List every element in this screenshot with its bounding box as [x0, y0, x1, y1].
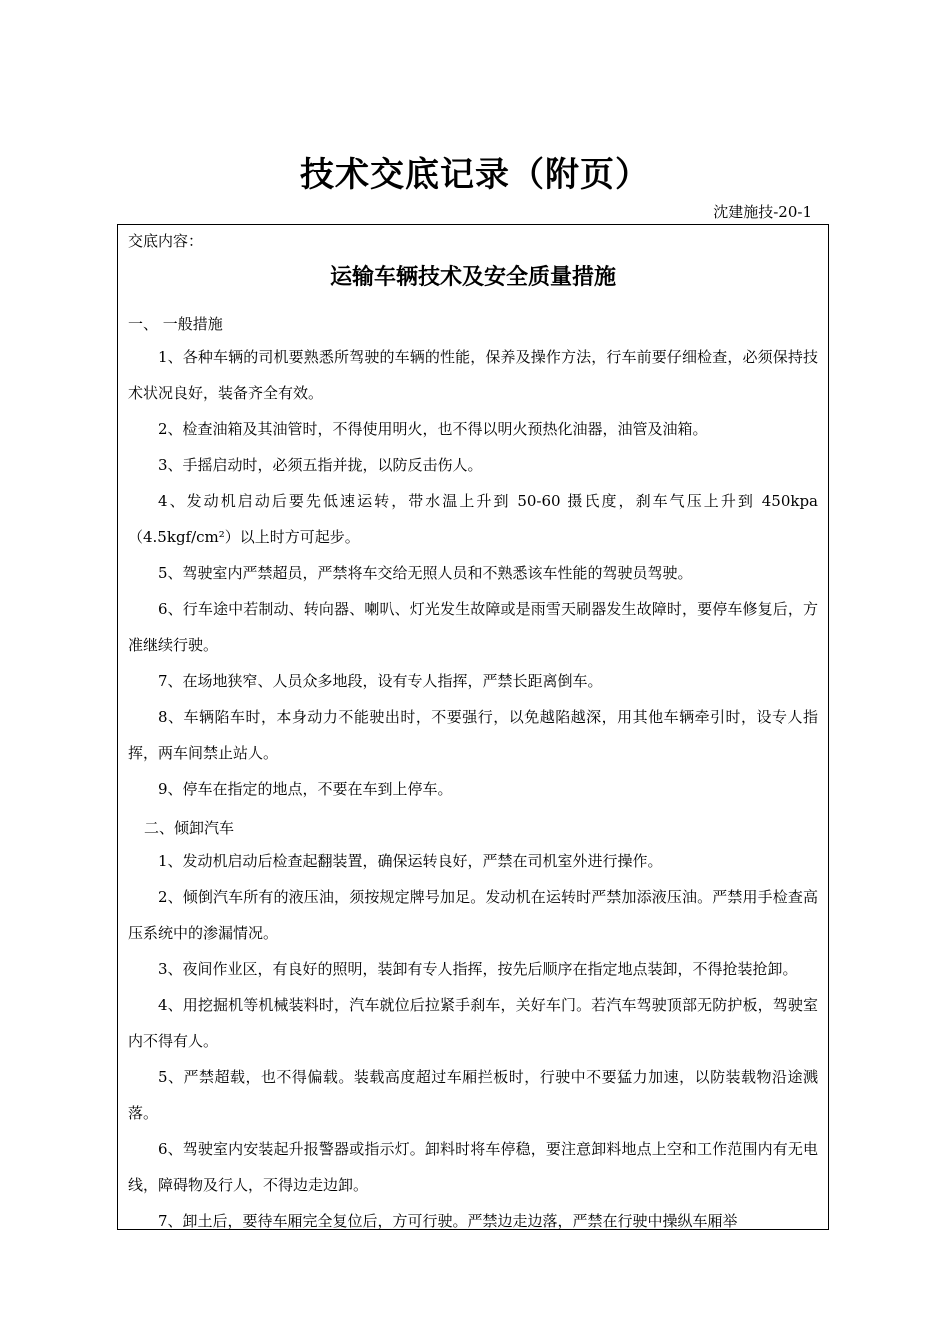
- document-heading: 运输车辆技术及安全质量措施: [329, 265, 616, 290]
- section1-item: 1、各种车辆的司机要熟悉所驾驶的车辆的性能，保养及操作方法，行车前要仔细检查，必须保持技术状况良好，装备齐全有效。: [128, 348, 818, 402]
- section-heading-general: 一、 一般措施: [128, 315, 223, 333]
- section1-item: 6、行车途中若制动、转向器、喇叭、灯光发生故障或是雨雪天刷器发生故障时，要停车修复后，方准继续行驶。: [128, 600, 818, 654]
- section1-item: 2、检查油箱及其油管时，不得使用明火，也不得以明火预热化油器，油管及油箱。: [158, 420, 708, 438]
- section1-item: 7、在场地狭窄、人员众多地段，设有专人指挥，严禁长距离倒车。: [158, 672, 603, 690]
- section2-item: 6、驾驶室内安装起升报警器或指示灯。卸料时将车停稳，要注意卸料地点上空和工作范围内有无电线，障碍物及行人，不得边走边卸。: [128, 1140, 818, 1194]
- section1-item: 4、发动机启动后要先低速运转，带水温上升到 50-60 摄氏度，刹车气压上升到 450kpa（4.5kgf/cm²）以上时方可起步。: [128, 492, 818, 546]
- content-inner: [128, 229, 818, 1230]
- section1-item: 3、手摇启动时，必须五指并拢，以防反击伤人。: [158, 456, 483, 474]
- content-label: 交底内容：: [128, 232, 204, 250]
- section2-item: 1、发动机启动后检查起翻装置，确保运转良好，严禁在司机室外进行操作。: [158, 852, 663, 870]
- section1-item: 8、车辆陷车时，本身动力不能驶出时，不要强行，以免越陷越深，用其他车辆牵引时，设专人指挥，两车间禁止站人。: [128, 708, 818, 762]
- section-heading-dump-truck: 二、倾卸汽车: [144, 819, 235, 837]
- section1-item: 9、停车在指定的地点，不要在车到上停车。: [158, 780, 453, 798]
- section2-item: 5、严禁超载，也不得偏载。装载高度超过车厢拦板时，行驶中不要猛力加速，以防装载物沿途溅落。: [128, 1068, 818, 1122]
- page-title: 技术交底记录（附页）: [300, 155, 650, 195]
- content-box: [117, 224, 829, 1230]
- section2-item: 7、卸土后，要待车厢完全复位后，方可行驶。严禁边走边落，严禁在行驶中操纵车厢举: [158, 1212, 738, 1230]
- section2-item: 4、用挖掘机等机械装料时，汽车就位后拉紧手刹车，关好车门。若汽车驾驶顶部无防护板，驾驶室内不得有人。: [128, 996, 818, 1050]
- section2-item: 3、夜间作业区，有良好的照明，装卸有专人指挥，按先后顺序在指定地点装卸，不得抢装抢卸。: [158, 960, 798, 978]
- section2-item: 2、倾倒汽车所有的液压油，须按规定牌号加足。发动机在运转时严禁加添液压油。严禁用手检查高压系统中的渗漏情况。: [128, 888, 818, 942]
- section1-item: 5、驾驶室内严禁超员，严禁将车交给无照人员和不熟悉该车性能的驾驶员驾驶。: [158, 564, 693, 582]
- form-code: 沈建施技-20-1: [713, 203, 812, 221]
